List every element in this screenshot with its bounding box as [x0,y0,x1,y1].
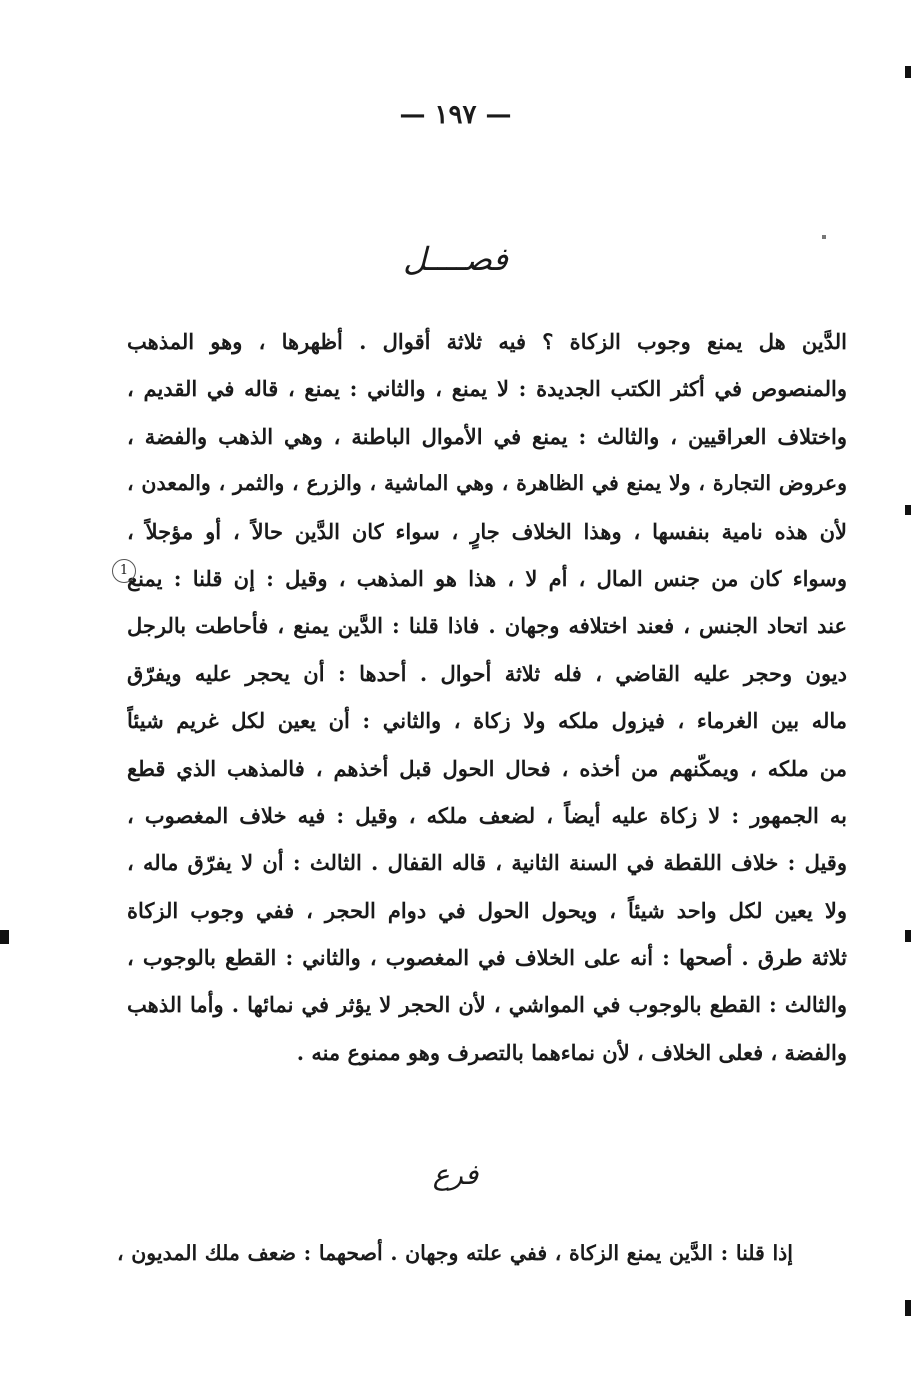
section-heading-fasl: فصــــل [403,240,508,278]
edge-mark [905,66,911,78]
text-line: من ملكه ، ويمكّنهم من أخذه ، فحال الحول قبل أخذهم ، فالمذهب الذي قطع [127,755,847,781]
far-paragraph-line: إذا قلنا : الدَّين يمنع الزكاة ، ففي علته وجهان . أصحهما : ضعف ملك المديون ، [117,1241,793,1265]
text-line: لأن هذه نامية بنفسها ، وهذا الخلاف جارٍ ، سواء كان الدَّين حالاً ، أو مؤجلاً ، [127,518,847,544]
text-line: ديون وحجر عليه القاضي ، فله ثلاثة أحوال . أحدها : أن يحجر عليه ويفرّق [127,660,847,686]
text-line: ثلاثة طرق . أصحها : أنه على الخلاف في المغصوب ، والثاني : القطع بالوجوب ، [127,945,847,971]
scan-speck [822,235,826,239]
text-line: واختلاف العراقيين ، والثالث : يمنع في الأموال الباطنة ، وهي الذهب والفضة ، [127,423,847,449]
fasl-paragraph [127,318,847,1076]
text-line: عند اتحاد الجنس ، فعند اختلافه وجهان . فاذا قلنا : الدَّين يمنع ، فأحاطت بالرجل [127,613,847,639]
text-line: الدَّين هل يمنع وجوب الزكاة ؟ فيه ثلاثة أقوال . أظهرها ، وهو المذهب [127,329,847,354]
edge-mark [905,930,911,942]
text-line: والمنصوص في أكثر الكتب الجديدة : لا يمنع ، والثاني : يمنع ، قاله في القديم ، [127,376,847,402]
edge-mark [905,505,911,515]
text-line: وسواء كان من جنس المال ، أم لا ، هذا هو المذهب ، وقيل : إن قلنا : يمنع [127,565,847,591]
text-line: والثالث : القطع بالوجوب في المواشي ، لأن الحجر لا يؤثر في نمائها . وأما الذهب [127,992,847,1018]
text-line: ماله بين الغرماء ، فيزول ملكه ولا زكاة ، والثاني : أن يعين لكل غريم شيئاً [127,708,847,734]
page-number: — ١٩٧ — [399,100,512,130]
text-line: ولا يعين لكل واحد شيئاً ، ويحول الحول في دوام الحجر ، ففي وجوب الزكاة [127,897,847,923]
text-line: والفضة ، فعلى الخلاف ، لأن نماءهما بالتصرف وهو ممنوع منه . [296,1039,847,1065]
edge-mark [905,1300,911,1316]
footnote-marker: 1 [112,559,136,583]
text-line: به الجمهور : لا زكاة عليه أيضاً ، لضعف ملكه ، وقيل : فيه خلاف المغصوب ، [127,802,847,828]
text-line: وعروض التجارة ، ولا يمنع في الظاهرة ، وهي الماشية ، والزرع ، والثمر ، والمعدن ، [127,471,847,496]
edge-mark [0,930,9,944]
section-heading-far: فرع [432,1158,479,1191]
text-line: وقيل : خلاف اللقطة في السنة الثانية ، قاله القفال . الثالث : أن لا يفرّق ماله ، [127,850,847,876]
